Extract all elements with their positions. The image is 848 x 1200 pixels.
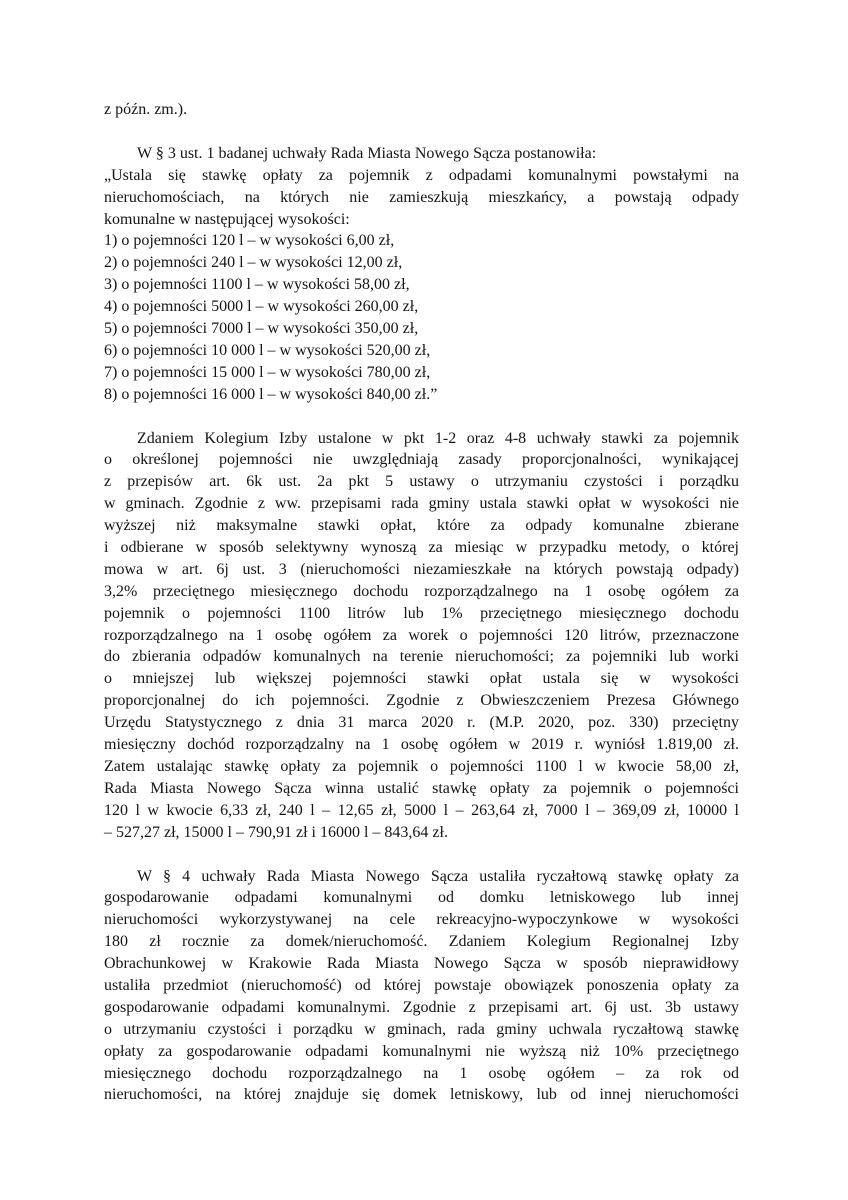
- rate-list-item: 2) o pojemności 240 l – w wysokości 12,00 zł,: [104, 254, 403, 272]
- rate-list-item: 1) o pojemności 120 l – w wysokości 6,00 zł,: [104, 232, 395, 250]
- text-line: z późn. zm.).: [104, 101, 188, 118]
- text-line: mowa w art. 6j ust. 3 (nieruchomości niezamieszkałe na których powstają odpady): [104, 560, 739, 578]
- text-line: gospodarowanie odpadami komunalnymi. Zgodnie z przepisami art. 6j ust. 3b ustawy: [104, 998, 739, 1016]
- text-line: nieruchomości, na której znajduje się domek letniskowy, lub od innej nieruchomości: [104, 1086, 739, 1104]
- text-line: nieruchomości wykorzystywanej na cele rekreacyjno-wypoczynkowe w wysokości: [104, 911, 739, 929]
- paragraph-gap: [104, 121, 739, 143]
- text-line: ustaliła przedmiot (nieruchomość) od której powstaje obowiązek ponoszenia opłaty za: [104, 976, 739, 994]
- quote-line: komunalne w następującej wysokości:: [104, 210, 350, 228]
- text-line: rozporządzalnego na 1 osobę ogółem za worek o pojemności 120 litrów, przeznaczone: [104, 626, 739, 644]
- paragraph-lump-sum-fee: [104, 866, 739, 1107]
- text-line: 120 l w kwocie 6,33 zł, 240 l – 12,65 zł, 5000 l – 263,64 zł, 7000 l – 369,09 zł, 10000 l: [104, 801, 739, 819]
- text-line: 180 zł rocznie za domek/nieruchomość. Zdaniem Kolegium Regionalnej Izby: [104, 933, 739, 951]
- quote-line: „Ustala się stawkę opłaty za pojemnik z odpadami komunalnymi powstałymi na: [104, 166, 739, 184]
- text-line: miesięczny dochód rozporządzalny na 1 osobę ogółem w 2019 r. wyniósł 1.819,00 zł.: [104, 736, 739, 754]
- text-line: o mniejszej lub większej pojemności stawki opłat ustala się w wysokości: [104, 670, 739, 688]
- text-line: Zdaniem Kolegium Izby ustalone w pkt 1-2 oraz 4-8 uchwały stawki za pojemnik: [137, 429, 739, 447]
- text-line: miesięcznego dochodu rozporządzalnego na 1 osobę ogółem – za rok od: [104, 1064, 739, 1082]
- quote-line: nieruchomościach, na których nie zamieszkują mieszkańcy, a powstają odpady: [104, 188, 739, 206]
- paragraph-lead: W § 3 ust. 1 badanej uchwały Rada Miasta Nowego Sącza postanowiła:: [137, 144, 597, 162]
- text-line: do zbierania odpadów komunalnych na terenie nieruchomości; za pojemniki lub worki: [104, 648, 739, 666]
- text-line: w gminach. Zgodnie z ww. przepisami rada gminy ustala stawki opłat w wysokości nie: [104, 495, 739, 513]
- rate-list-item: 6) o pojemności 10 000 l – w wysokości 520,00 zł,: [104, 341, 431, 359]
- rate-list-item: 5) o pojemności 7000 l – w wysokości 350,00 zł,: [104, 320, 419, 338]
- text-line: o utrzymaniu czystości i porządku w gminach, rada gminy uchwala ryczałtową stawkę: [104, 1020, 739, 1038]
- text-line: wyższej niż maksymalne stawki opłat, które za odpady komunalne zbierane: [104, 517, 739, 535]
- paragraph-regulation-quote: [104, 143, 739, 406]
- document-body: [104, 99, 739, 1106]
- rate-list-item: 3) o pojemności 1100 l – w wysokości 58,00 zł,: [104, 276, 410, 294]
- text-line: Zatem ustalając stawkę opłaty za pojemnik o pojemności 1100 l w kwocie 58,00 zł,: [104, 757, 739, 775]
- text-line: Urzędu Statystycznego z dnia 31 marca 2020 r. (M.P. 2020, poz. 330) przeciętny: [104, 714, 739, 732]
- text-line: o określonej pojemności nie uwzględniają zasady proporcjonalności, wynikającej: [104, 451, 739, 469]
- text-line: pojemnik o pojemności 1100 litrów lub 1% przeciętnego miesięcznego dochodu: [104, 604, 739, 622]
- text-line: proporcjonalnej do ich pojemności. Zgodnie z Obwieszczeniem Prezesa Głównego: [104, 692, 739, 710]
- text-line: i odbierane w sposób selektywny wynoszą za miesiąc w przypadku metody, o której: [104, 539, 739, 557]
- rate-list-item: 7) o pojemności 15 000 l – w wysokości 780,00 zł,: [104, 363, 431, 381]
- text-line: z przepisów art. 6k ust. 2a pkt 5 ustawy o utrzymaniu czystości i porządku: [104, 473, 739, 491]
- paragraph-gap: [104, 406, 739, 428]
- text-line: gospodarowanie odpadami komunalnymi od domku letniskowego lub innej: [104, 889, 739, 907]
- text-line: opłaty za gospodarowanie odpadami komunalnymi nie wyższą niż 10% przeciętnego: [104, 1042, 739, 1060]
- paragraph-proportionality: [104, 428, 739, 844]
- rate-list-item: 4) o pojemności 5000 l – w wysokości 260,00 zł,: [104, 298, 419, 316]
- text-line: – 527,27 zł, 15000 l – 790,91 zł i 16000 l – 843,64 zł.: [104, 823, 448, 841]
- rate-list-item: 8) o pojemności 16 000 l – w wysokości 840,00 zł.”: [104, 385, 438, 403]
- text-line: W § 4 uchwały Rada Miasta Nowego Sącza ustaliła ryczałtową stawkę opłaty za: [137, 867, 739, 885]
- text-line: Obrachunkowej w Krakowie Rada Miasta Nowego Sącza w sposób nieprawidłowy: [104, 955, 739, 973]
- text-line: Rada Miasta Nowego Sącza winna ustalić stawkę opłaty za pojemnik o pojemności: [104, 779, 739, 797]
- paragraph-gap: [104, 844, 739, 866]
- text-line: 3,2% przeciętnego miesięcznego dochodu rozporządzalnego na 1 osobę ogółem za: [104, 582, 739, 600]
